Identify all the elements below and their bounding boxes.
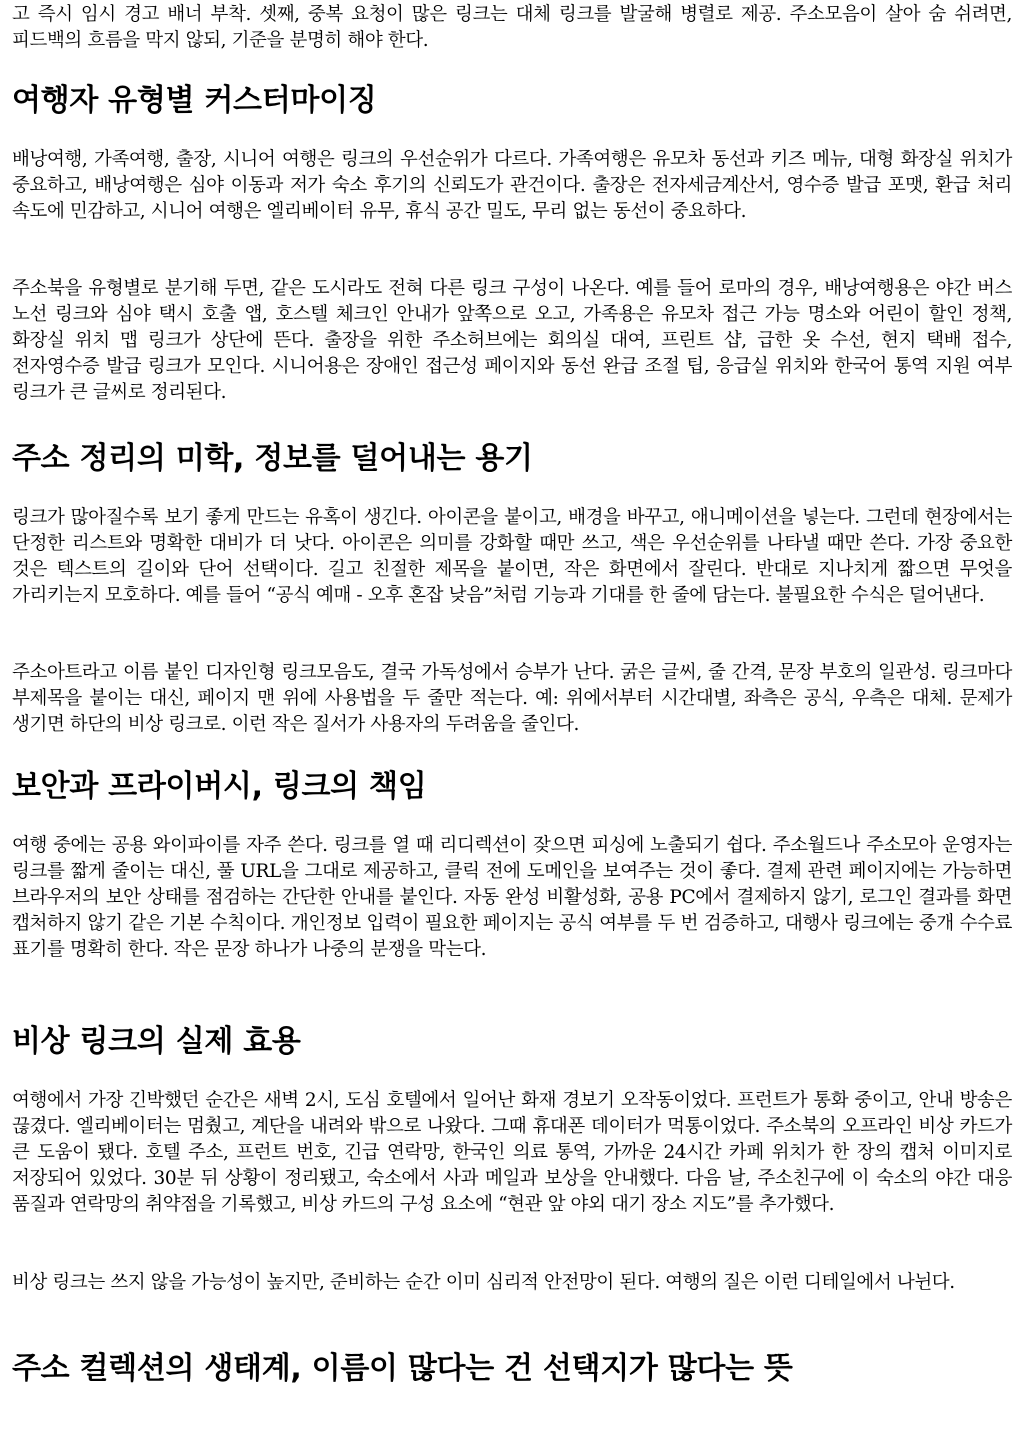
heading-collection-ecosystem: 주소 컬렉션의 생태계, 이름이 많다는 건 선택지가 많다는 뜻 xyxy=(12,1351,793,1386)
paragraph-minimal-design: 링크가 많아질수록 보기 좋게 만드는 유혹이 생긴다. 아이콘을 붙이고, 배경을 바꾸고, 애니메이션을 넣는다. 그런데 현장에서는 단정한 리스트와 명확한 대비가 더 낫다. 아이콘은 의미를 강화할 때만 쓰고, 색은 우선순위를 나타낼 때만 쓴다. 가장 중요한 것은 텍스트의 길이와 단어 선택이다. 길고 친절한 제목을 붙이면, 작은 화면에서 잘린다. 반대로 지나치게 짧으면 무엇을 가리키는지 모호하다. 예를 들어 “공식 예매 - 오후 혼잡 낮음”처럼 기능과 기대를 한 줄에 담는다. 불필요한 수식은 덜어낸다. xyxy=(12,507,1012,606)
paragraph-security: 여행 중에는 공용 와이파이를 자주 쓴다. 링크를 열 때 리디렉션이 잦으면 피싱에 노출되기 쉽다. 주소월드나 주소모아 운영자는 링크를 짧게 줄이는 대신, 풀 URL을 그대로 제공하고, 클릭 전에 도메인을 보여주는 것이 좋다. 결제 관련 페이지에는 가능하면 브라우저의 보안 상태를 점검하는 간단한 안내를 붙인다. 자동 완성 비활성화, 공용 PC에서 결제하지 않기, 로그인 결과를 화면 캡처하지 않기 같은 기본 수칙이다. 개인정보 입력이 필요한 페이지는 공식 여부를 두 번 검증하고, 대행사 링크에는 중개 수수료 표기를 명확히 한다. 작은 문장 하나가 나중의 분쟁을 막는다. xyxy=(12,835,1012,960)
heading-emergency-links: 비상 링크의 실제 효용 xyxy=(12,1024,301,1059)
heading-aesthetics: 주소 정리의 미학, 정보를 덜어내는 용기 xyxy=(12,441,533,476)
paragraph-emergency-story: 여행에서 가장 긴박했던 순간은 새벽 2시, 도심 호텔에서 일어난 화재 경보기 오작동이었다. 프런트가 통화 중이고, 안내 방송은 끊겼다. 엘리베이터는 멈췄고, 계단을 내려와 밖으로 나왔다. 그때 휴대폰 데이터가 먹통이었다. 주소북의 오프라인 비상 카드가 큰 도움이 됐다. 호텔 주소, 프런트 번호, 긴급 연락망, 한국인 의료 통역, 가까운 24시간 카페 위치가 한 장의 캡처 이미지로 저장되어 있었다. 30분 뒤 상황이 정리됐고, 숙소에서 사과 메일과 보상을 안내했다. 다음 날, 주소친구에 이 숙소의 야간 대응 품질과 연락망의 취약점을 기록했고, 비상 카드의 구성 요소에 “현관 앞 야외 대기 장소 지도”를 추가했다. xyxy=(12,1090,1012,1215)
paragraph-readability: 주소아트라고 이름 붙인 디자인형 링크모음도, 결국 가독성에서 승부가 난다. 굵은 글씨, 줄 간격, 문장 부호의 일관성. 링크마다 부제목을 붙이는 대신, 페이지 맨 위에 사용법을 두 줄만 적는다. 예: 위에서부터 시간대별, 좌측은 공식, 우측은 대체. 문제가 생기면 하단의 비상 링크로. 이런 작은 질서가 사용자의 두려움을 줄인다. xyxy=(12,662,1012,735)
paragraph-emergency-summary: 비상 링크는 쓰지 않을 가능성이 높지만, 준비하는 순간 이미 심리적 안전망이 된다. 여행의 질은 이런 디테일에서 나뉜다. xyxy=(12,1272,955,1293)
heading-traveler-types: 여행자 유형별 커스터마이징 xyxy=(12,83,377,118)
heading-security-privacy: 보안과 프라이버시, 링크의 책임 xyxy=(12,769,427,804)
paragraph-intro-tail: 고 즉시 임시 경고 배너 부착. 셋째, 중복 요청이 많은 링크는 대체 링크를 발굴해 병렬로 제공. 주소모음이 살아 숨 쉬려면, 피드백의 흐름을 막지 않되, 기준을 분명히 해야 한다. xyxy=(12,4,1012,51)
paragraph-address-book-branching: 주소북을 유형별로 분기해 두면, 같은 도시라도 전혀 다른 링크 구성이 나온다. 예를 들어 로마의 경우, 배낭여행용은 야간 버스 노선 링크와 심야 택시 호출 앱, 호스텔 체크인 안내가 앞쪽으로 오고, 가족용은 유모차 접근 가능 명소와 어린이 할인 정책, 화장실 위치 맵 링크가 상단에 뜬다. 출장을 위한 주소허브에는 회의실 대여, 프린트 샵, 급한 옷 수선, 현지 택배 접수, 전자영수증 발급 링크가 모인다. 시니어용은 장애인 접근성 페이지와 동선 완급 조절 팁, 응급실 위치와 한국어 통역 지원 여부 링크가 큰 글씨로 정리된다. xyxy=(12,278,1012,403)
paragraph-traveler-priorities: 배낭여행, 가족여행, 출장, 시니어 여행은 링크의 우선순위가 다르다. 가족여행은 유모차 동선과 키즈 메뉴, 대형 화장실 위치가 중요하고, 배낭여행은 심야 이동과 저가 숙소 후기의 신뢰도가 관건이다. 출장은 전자세금계산서, 영수증 발급 포맷, 환급 처리 속도에 민감하고, 시니어 여행은 엘리베이터 유무, 휴식 공간 밀도, 무리 없는 동선이 중요하다. xyxy=(12,149,1012,222)
